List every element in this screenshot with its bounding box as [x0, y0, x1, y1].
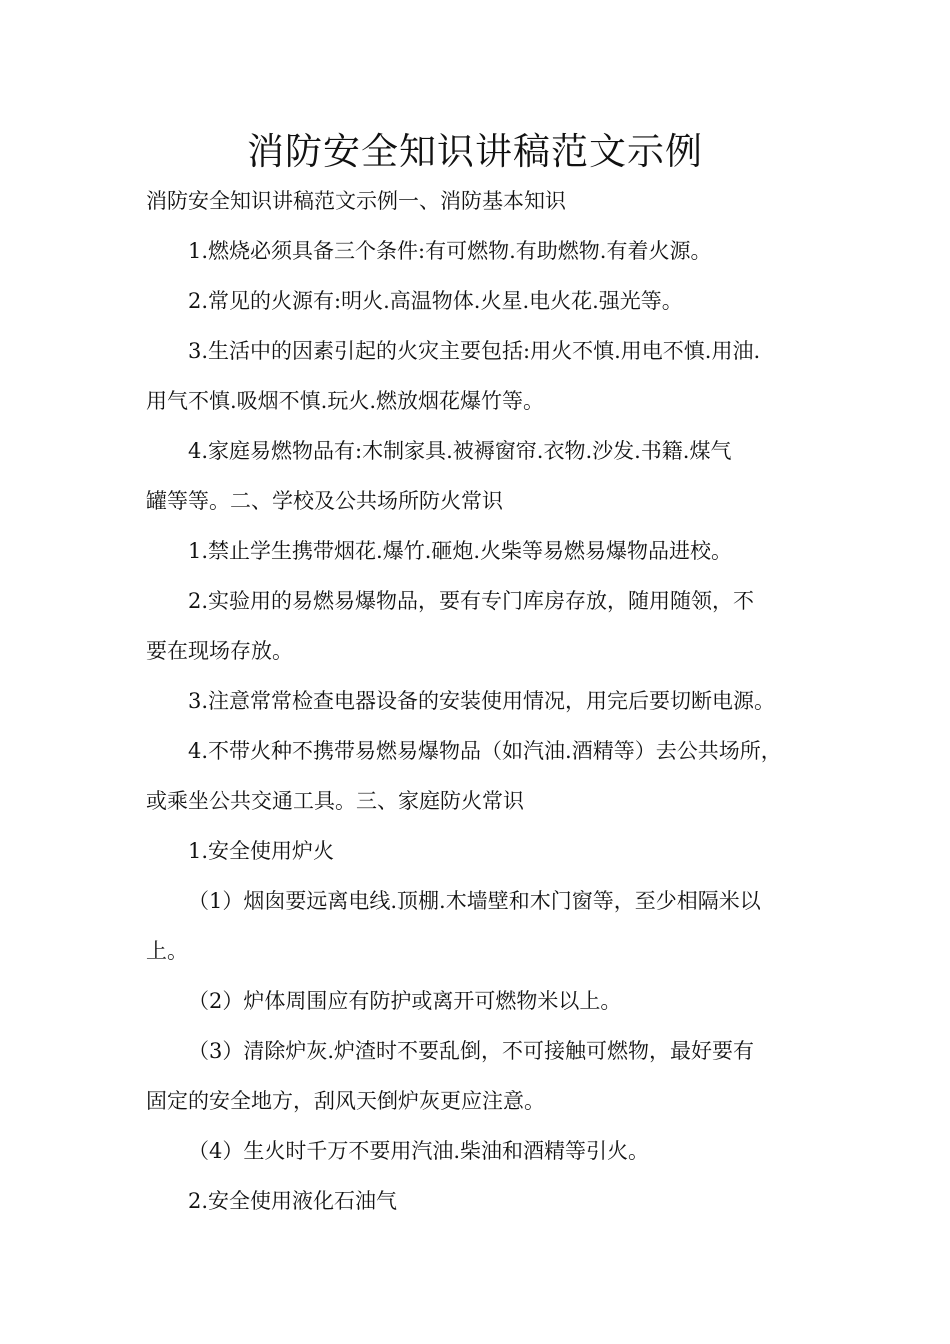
paragraph-line: 1.燃烧必须具备三个条件:有可燃物.有助燃物.有着火源。	[188, 239, 712, 263]
paragraph-line: 3.生活中的因素引起的火灾主要包括:用火不慎.用电不慎.用油.	[188, 339, 761, 363]
paragraph-line: 1.禁止学生携带烟花.爆竹.砸炮.火柴等易燃易爆物品进校。	[188, 539, 733, 563]
paragraph-line: 固定的安全地方，刮风天倒炉灰更应注意。	[146, 1089, 545, 1113]
paragraph-line: （3）清除炉灰.炉渣时不要乱倒，不可接触可燃物，最好要有	[188, 1039, 755, 1063]
paragraph-line: 3.注意常常检查电器设备的安装使用情况，用完后要切断电源。	[188, 689, 776, 713]
paragraph-line: 4.家庭易燃物品有:木制家具.被褥窗帘.衣物.沙发.书籍.煤气	[188, 439, 732, 463]
paragraph-line: 要在现场存放。	[146, 639, 293, 663]
paragraph-line: 2.实验用的易燃易爆物品，要有专门库房存放，随用随领，不	[188, 589, 755, 613]
paragraph-line: 2.安全使用液化石油气	[188, 1189, 398, 1213]
paragraph-line: 2.常见的火源有:明火.高温物体.火星.电火花.强光等。	[188, 289, 683, 313]
section-heading-line: 消防安全知识讲稿范文示例一、消防基本知识	[146, 189, 566, 213]
paragraph-line: 4.不带火种不携带易燃易爆物品（如汽油.酒精等）去公共场所，	[188, 739, 782, 763]
paragraph-line: 上。	[146, 939, 188, 963]
paragraph-line: （1）烟囱要远离电线.顶棚.木墙壁和木门窗等，至少相隔米以	[188, 889, 761, 913]
paragraph-line: 用气不慎.吸烟不慎.玩火.燃放烟花爆竹等。	[146, 389, 545, 413]
paragraph-line: 1.安全使用炉火	[188, 839, 335, 863]
paragraph-line: （4）生火时千万不要用汽油.柴油和酒精等引火。	[188, 1139, 650, 1163]
paragraph-line: （2）炉体周围应有防护或离开可燃物米以上。	[188, 989, 622, 1013]
paragraph-line: 罐等等。二、学校及公共场所防火常识	[146, 489, 503, 513]
paragraph-line: 或乘坐公共交通工具。三、家庭防火常识	[146, 789, 524, 813]
document-title: 消防安全知识讲稿范文示例	[247, 130, 703, 173]
